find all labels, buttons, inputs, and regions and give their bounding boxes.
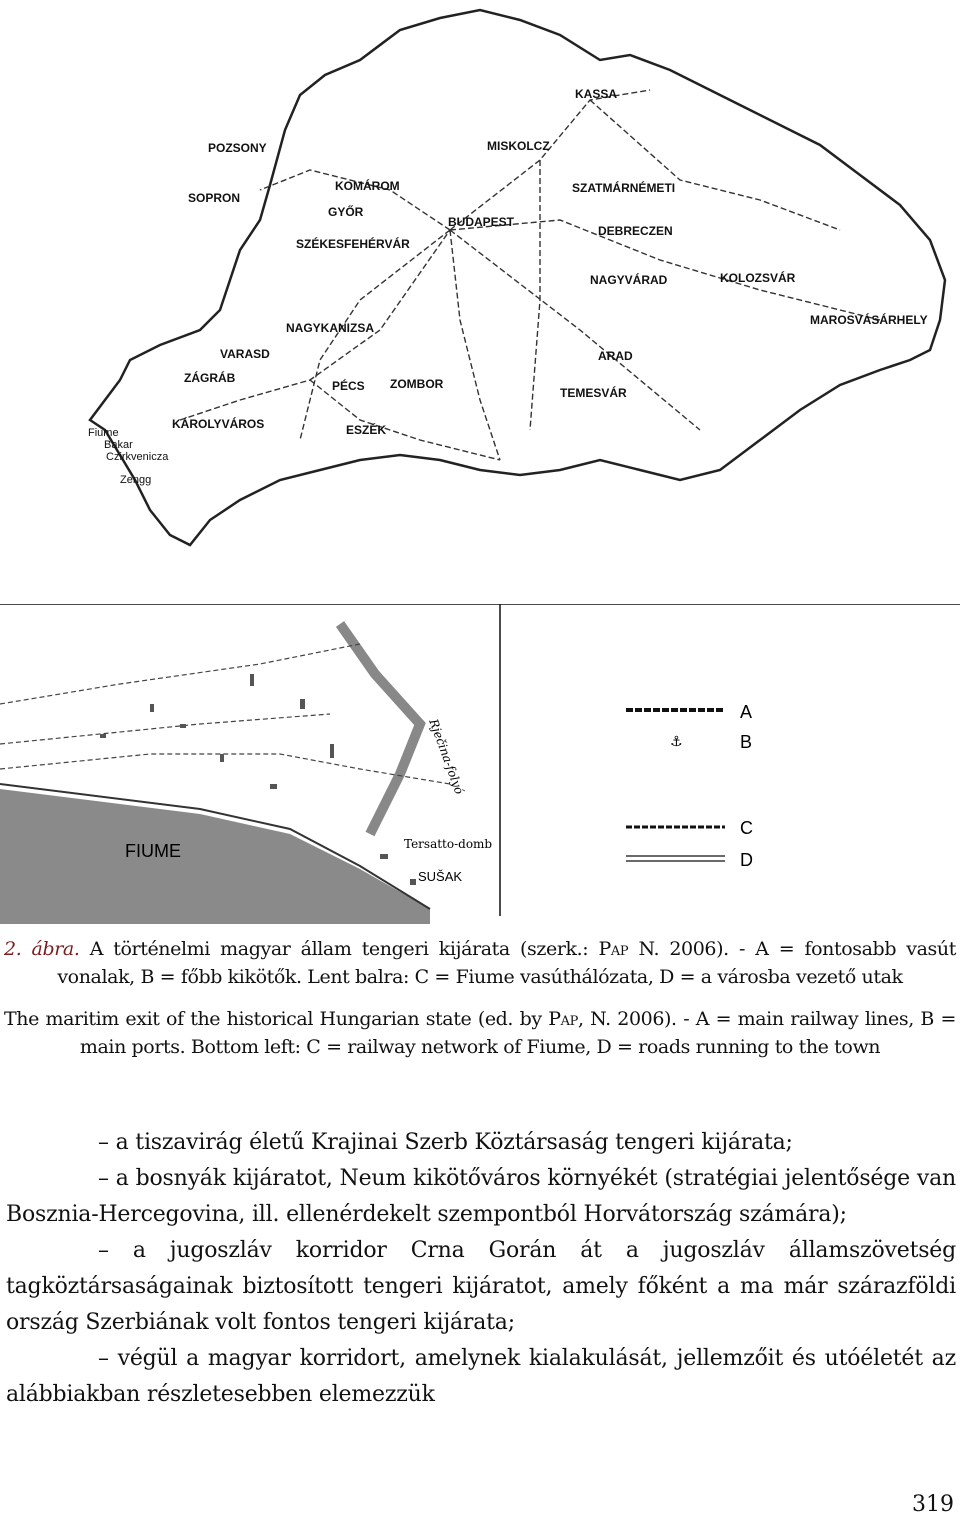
paragraph: – a jugoszláv korridor Crna Gorán át a jugoszláv államszövetség tagköztársaságainak biztosított tengeri kijáratot, amely főként a ma már szárazföldi ország Szerbiának volt fontos tengeri kijárata; — [6, 1238, 956, 1335]
legend-d: D — [740, 850, 753, 870]
city-label: Zengg — [120, 474, 152, 486]
city-label: POZSONY — [208, 141, 267, 155]
city-labels — [88, 87, 928, 486]
legend-a: A — [740, 702, 753, 722]
figure-number: 2. ábra. — [4, 938, 80, 960]
city-label: ZOMBOR — [390, 377, 444, 391]
city-label: ESZÉK — [346, 423, 387, 437]
city-label: MAROSVÁSÁRHELY — [810, 313, 928, 327]
body-text — [6, 1125, 956, 1413]
city-label: Czirkvenicza — [106, 451, 169, 463]
city-label: DEBRECZEN — [598, 224, 673, 238]
hill-label: Tersatto-domb — [404, 837, 493, 851]
city-label: NAGYVÁRAD — [590, 273, 668, 287]
map-legend — [626, 702, 753, 870]
page-number: 319 — [912, 1492, 954, 1517]
city-label: ZÁGRÁB — [184, 371, 236, 385]
city-label: TEMESVÁR — [560, 386, 627, 400]
city-label: KOMÁROM — [335, 179, 400, 193]
port-icon: ⚓ — [670, 734, 683, 750]
city-label: Fiume — [88, 427, 119, 439]
sea — [0, 789, 430, 924]
figure-caption-english: The maritim exit of the historical Hungarian state (ed. by Pap, N. 2006). - A = main railway lines, B = main ports. Bottom left: C = railway network of Fiume, D = roads running to the town — [4, 1008, 956, 1058]
legend-b: B — [740, 732, 753, 752]
city-label: GYŐR — [328, 205, 364, 219]
country-border — [90, 10, 945, 545]
river — [340, 624, 420, 834]
city-label: NAGYKANIZSA — [286, 321, 375, 335]
susak-label: SUŠAK — [418, 869, 463, 884]
city-label: KASSA — [575, 87, 618, 101]
fiume-label: FIUME — [125, 841, 181, 861]
city-label: KÁROLYVÁROS — [172, 417, 265, 431]
legend-c: C — [740, 818, 753, 838]
paragraph: – végül a magyar korridort, amelynek kialakulását, jellemzőit és utóéletét az alábbiakban részletesebben elemezzük — [6, 1346, 956, 1407]
city-label: VARASD — [220, 347, 270, 361]
city-label: MISKOLCZ — [487, 139, 550, 153]
paragraph: – a bosnyák kijáratot, Neum kikötőváros környékét (stratégiai jelentősége van Bosznia-Hercegovina, ill. ellenérdekelt szempontból Horvátország számára); — [6, 1166, 956, 1227]
city-label: PÉCS — [332, 379, 365, 393]
city-label: Bakar — [104, 439, 133, 451]
city-label: ARAD — [598, 349, 633, 363]
river-label: Rječina-folyó — [426, 717, 467, 797]
hungary-railway-map — [60, 0, 960, 565]
paragraph: – a tiszavirág életű Krajinai Szerb Köztársaság tengeri kijárata; — [98, 1130, 793, 1155]
city-label: SZÉKESFEHÉRVÁR — [296, 237, 410, 251]
city-label: SZATMÁRNÉMETI — [572, 181, 676, 195]
city-label: BUDAPEST — [448, 215, 515, 229]
figure-caption-hungarian: 2. ábra. A történelmi magyar állam tengeri kijárata (szerk.: Pap N. 2006). - A = fontosabb vasút vonalak, B = főbb kikötők. Lent balra: C = Fiume vasúthálózata, D = a városba vezető utak — [4, 938, 956, 988]
city-label: KOLOZSVÁR — [720, 271, 796, 285]
city-label: SOPRON — [188, 191, 241, 205]
fiume-detail-map — [0, 604, 960, 924]
